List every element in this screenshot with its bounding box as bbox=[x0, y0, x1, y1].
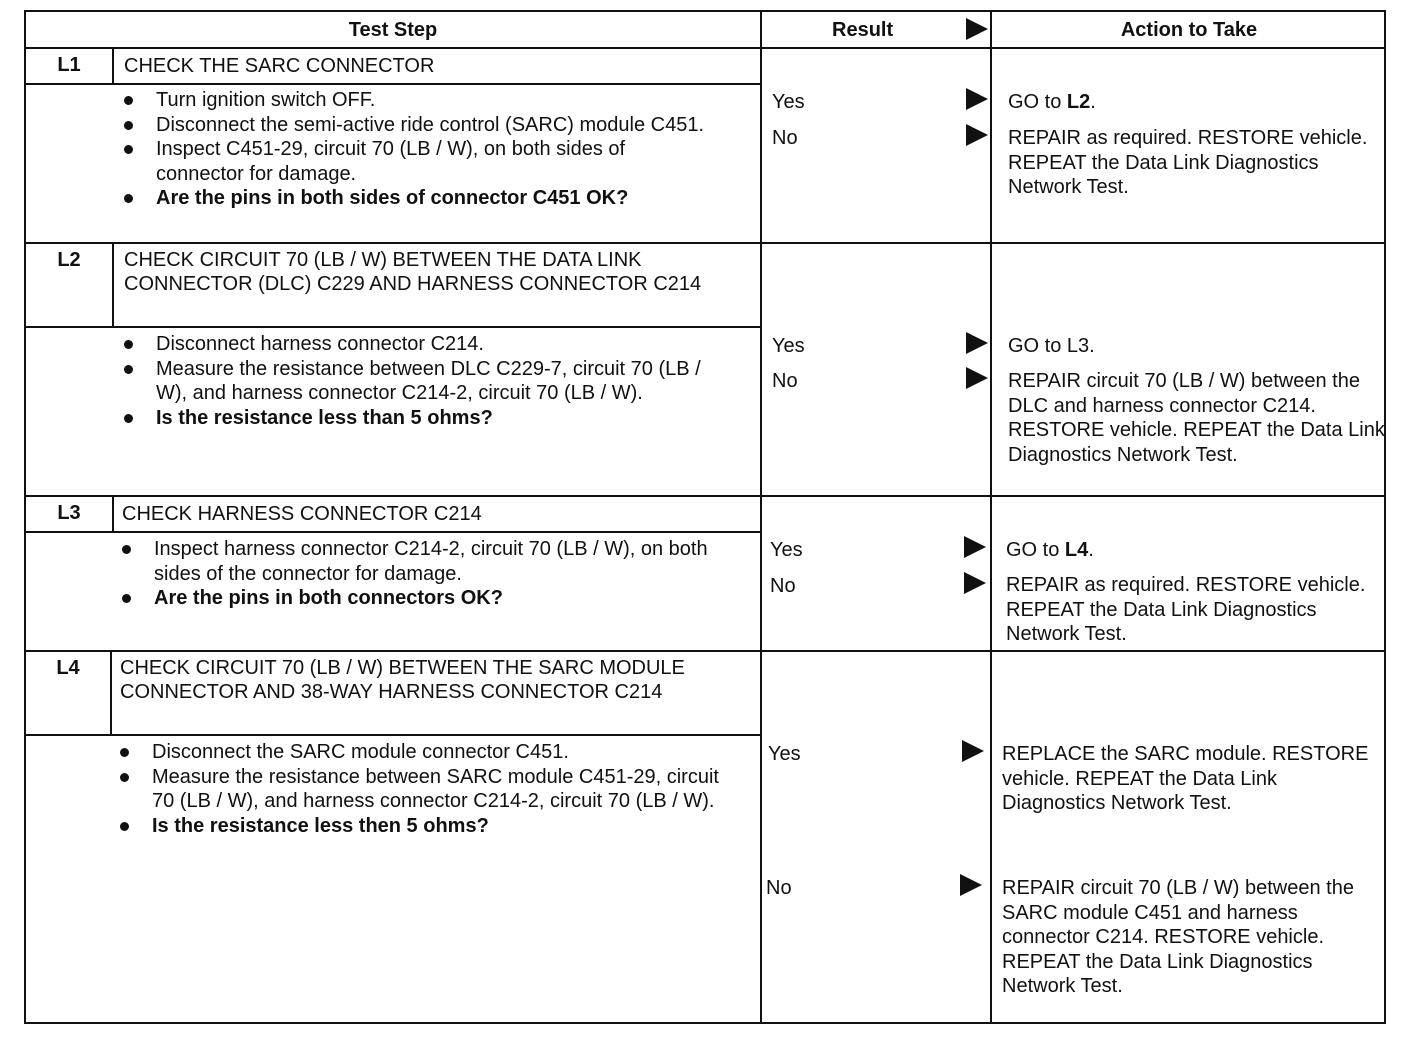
step-l2-id: L2 bbox=[57, 249, 81, 271]
l1-bottom-divider bbox=[26, 242, 1386, 244]
l2-yes-arrow-icon bbox=[966, 332, 988, 354]
l4-yes-arrow-icon bbox=[962, 740, 984, 762]
step-l2-title: CHECK CIRCUIT 70 (LB / W) BETWEEN THE DATA LINK CONNECTOR (DLC) C229 AND HARNESS CONNECTOR C214 bbox=[124, 249, 702, 295]
bullet-question: Are the pins in both sides of connector C451 OK? bbox=[122, 186, 712, 211]
divider-result-column bbox=[760, 12, 762, 1022]
l1-no-action: REPAIR as required. RESTORE vehicle. REPEAT the Data Link Diagnostics Network Test. bbox=[1008, 127, 1368, 198]
l3-title-divider bbox=[26, 531, 760, 533]
header-test-step: Test Step bbox=[348, 19, 438, 41]
bullet-item: Turn ignition switch OFF. bbox=[122, 88, 712, 113]
bullet-item: Measure the resistance between DLC C229-7, circuit 70 (LB / W), and harness connector C214-2, circuit 70 (LB / W). bbox=[122, 357, 712, 406]
l1-yes-arrow-icon bbox=[966, 88, 988, 110]
l1-no-arrow-icon bbox=[966, 124, 988, 146]
header-arrow-icon bbox=[966, 18, 988, 40]
step-l1-bullets bbox=[122, 88, 712, 211]
bullet-item: Inspect harness connector C214-2, circuit 70 (LB / W), on both sides of the connector for damage. bbox=[120, 537, 720, 586]
l4-yes-label: Yes bbox=[768, 743, 801, 765]
diagnostic-table bbox=[24, 10, 1386, 1024]
step-l3-bullets bbox=[120, 537, 720, 611]
l2-title-divider bbox=[26, 326, 760, 328]
l2-id-divider bbox=[112, 243, 114, 327]
step-l4-title: CHECK CIRCUIT 70 (LB / W) BETWEEN THE SARC MODULE CONNECTOR AND 38-WAY HARNESS CONNECTOR C214 bbox=[120, 657, 685, 703]
l1-yes-action: GO to L2. bbox=[1008, 91, 1096, 113]
l2-no-label: No bbox=[772, 370, 798, 392]
step-l2-bullets bbox=[122, 332, 712, 430]
l4-title-divider bbox=[26, 734, 760, 736]
l4-no-arrow-icon bbox=[960, 874, 982, 896]
divider-action-column bbox=[990, 12, 992, 1022]
step-l4-id: L4 bbox=[56, 657, 80, 679]
l3-yes-action: GO to L4. bbox=[1006, 539, 1094, 561]
bullet-item: Inspect C451-29, circuit 70 (LB / W), on both sides of connector for damage. bbox=[122, 137, 712, 186]
l2-yes-action: GO to L3. bbox=[1008, 335, 1095, 357]
l4-no-label: No bbox=[766, 877, 792, 899]
l2-no-action: REPAIR circuit 70 (LB / W) between the DLC and harness connector C214. RESTORE vehicle. REPEAT the Data Link Diagnostics Network Test. bbox=[1008, 370, 1385, 466]
l4-yes-action: REPLACE the SARC module. RESTORE vehicle. REPEAT the Data Link Diagnostics Network Test. bbox=[1002, 743, 1369, 814]
bullet-question: Is the resistance less than 5 ohms? bbox=[122, 406, 712, 431]
l3-id-divider bbox=[112, 496, 114, 532]
step-l1-title: CHECK THE SARC CONNECTOR bbox=[124, 55, 435, 77]
l1-no-label: No bbox=[772, 127, 798, 149]
l3-yes-arrow-icon bbox=[964, 536, 986, 558]
l1-title-divider bbox=[26, 83, 760, 85]
l2-no-arrow-icon bbox=[966, 367, 988, 389]
bullet-item: Disconnect harness connector C214. bbox=[122, 332, 712, 357]
step-l3-title: CHECK HARNESS CONNECTOR C214 bbox=[122, 503, 482, 525]
bullet-item: Disconnect the SARC module connector C451. bbox=[118, 740, 738, 765]
l4-id-divider bbox=[110, 651, 112, 735]
header-divider bbox=[26, 47, 1386, 49]
l3-no-arrow-icon bbox=[964, 572, 986, 594]
bullet-question: Is the resistance less then 5 ohms? bbox=[118, 814, 738, 839]
l3-no-label: No bbox=[770, 575, 796, 597]
header-result: Result bbox=[832, 19, 894, 41]
l3-no-action: REPAIR as required. RESTORE vehicle. REPEAT the Data Link Diagnostics Network Test. bbox=[1006, 574, 1366, 645]
bullet-question: Are the pins in both connectors OK? bbox=[120, 586, 720, 611]
l1-yes-label: Yes bbox=[772, 91, 805, 113]
l3-bottom-divider bbox=[26, 650, 1386, 652]
step-l4-bullets bbox=[118, 740, 738, 838]
l1-id-divider bbox=[112, 48, 114, 84]
bullet-item: Measure the resistance between SARC module C451-29, circuit 70 (LB / W), and harness connector C214-2, circuit 70 (LB / W). bbox=[118, 765, 738, 814]
l4-no-action: REPAIR circuit 70 (LB / W) between the SARC module C451 and harness connector C214. RESTORE vehicle. REPEAT the Data Link Diagnostics Network Test. bbox=[1002, 877, 1354, 997]
l2-yes-label: Yes bbox=[772, 335, 805, 357]
l3-yes-label: Yes bbox=[770, 539, 803, 561]
header-action: Action to Take bbox=[1120, 19, 1258, 41]
step-l1-id: L1 bbox=[57, 54, 81, 76]
l2-bottom-divider bbox=[26, 495, 1386, 497]
step-l3-id: L3 bbox=[57, 502, 81, 524]
bullet-item: Disconnect the semi-active ride control (SARC) module C451. bbox=[122, 113, 712, 138]
